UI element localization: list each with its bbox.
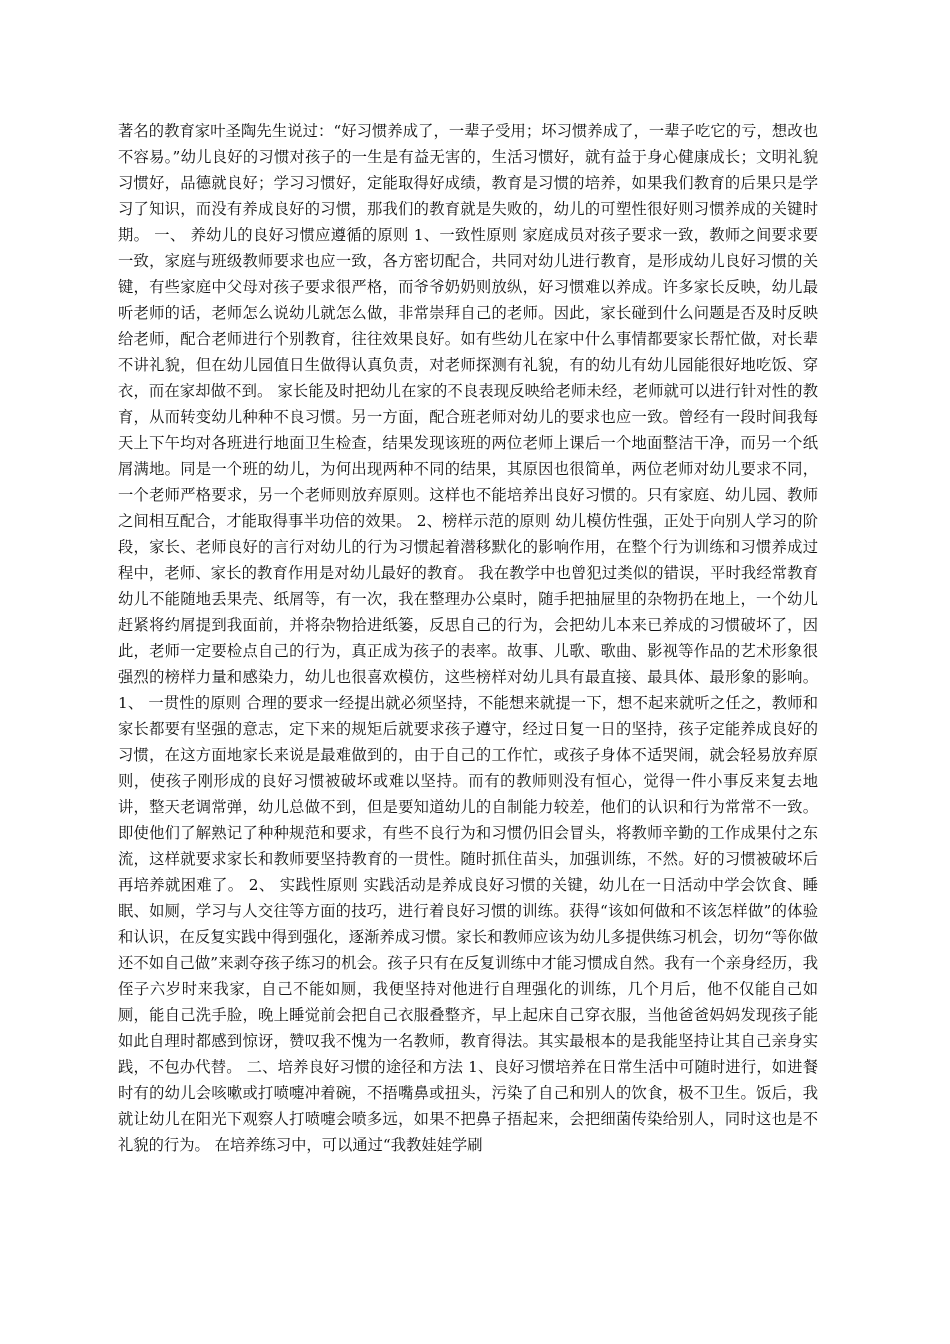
body-paragraph: 著名的教育家叶圣陶先生说过：“好习惯养成了，一辈子受用；坏习惯养成了，一辈子吃它的亏，想改也不容易。”幼儿良好的习惯对孩子的一生是有益无害的，生活习惯好，就有益于身心健康成长；文明礼貌习惯好，品德就良好；学习习惯好，定能取得好成绩，教育是习惯的培养，如果我们教育的后果只是学习了知识，而没有养成良好的习惯，那我们的教育就是失败的，幼儿的可塑性很好则习惯养成的关键时期。 一、 养幼儿的良好习惯应遵循的原则 1、一致性原则 家庭成员对孩子要求一致，教师之间要求要一致，家庭与班级教师要求也应一致，各方密切配合，共同对幼儿进行教育，是形成幼儿良好习惯的关键，有些家庭中父母对孩子要求很严格，而爷爷奶奶则放纵，好习惯难以养成。许多家长反映，幼儿最听老师的话，老师怎么说幼儿就怎么做，非常崇拜自己的老师。因此，家长碰到什么问题是否及时反映给老师，配合老师进行个别教育，往往效果良好。如有些幼儿在家中什么事情都要家长帮忙做，对长辈不讲礼貌，但在幼儿园值日生做得认真负责，对老师探测有礼貌，有的幼儿有幼儿园能很好地吃饭、穿衣，而在家却做不到。 家长能及时把幼儿在家的不良表现反映给老师未经，老师就可以进行针对性的教育，从而转变幼儿种种不良习惯。另一方面，配合班老师对幼儿的要求也应一致。曾经有一段时间我每天上下午均对各班进行地面卫生检查，结果发现该班的两位老师上课后一个地面整洁干净，而另一个纸屑满地。同是一个班的幼儿，为何出现两种不同的结果，其原因也很简单，两位老师对幼儿要求不同，一个老师严格要求，另一个老师则放弃原则。这样也不能培养出良好习惯的。只有家庭、幼儿园、教师之间相互配合，才能取得事半功倍的效果。 2、榜样示范的原则 幼儿模仿性强，正处于向别人学习的阶段，家长、老师良好的言行对幼儿的行为习惯起着潜移默化的影响作用，在整个行为训练和习惯养成过程中，老师、家长的教育作用是对幼儿最好的教育。 我在教学中也曾犯过类似的错误，平时我经常教育幼儿不能随地丢果壳、纸屑等，有一次，我在整理办公桌时，随手把抽屉里的杂物扔在地上，一个幼儿赶紧将约屑提到我面前，并将杂物拾进纸篓，反思自己的行为，会把幼儿本来已养成的习惯破坏了，因此，老师一定要检点自己的行为，真正成为孩子的表率。故事、儿歌、歌曲、影视等作品的艺术形象很强烈的榜样力量和感染力，幼儿也很喜欢模仿，这些榜样对幼儿具有最直接、最具体、最形象的影响。 1、 一贯性的原则 合理的要求一经提出就必须坚持，不能想来就提一下，想不起来就听之任之，教师和家长都要有坚强的意志，定下来的规矩后就要求孩子遵守，经过日复一日的坚持，孩子定能养成良好的习惯，在这方面地家长来说是最难做到的，由于自己的工作忙，或孩子身体不适哭闹，就会轻易放弃原则，使孩子刚形成的良好习惯被破坏或难以坚持。而有的教师则没有恒心，觉得一件小事反来复去地讲，整天老调常弹，幼儿总做不到，但是要知道幼儿的自制能力较差，他们的认识和行为常常不一致。即使他们了解熟记了种种规范和要求，有些不良行为和习惯仍旧会冒头，将教师辛勤的工作成果付之东流，这样就要求家长和教师要坚持教育的一贯性。随时抓住苗头，加强训练，不然。好的习惯被破坏后再培养就困难了。 2、 实践性原则 实践活动是养成良好习惯的关键，幼儿在一日活动中学会饮食、睡眠、如厕，学习与人交往等方面的技巧，进行着良好习惯的训练。获得“该如何做和不该怎样做”的体验和认识，在反复实践中得到强化，逐渐养成习惯。家长和教师应该为幼儿多提供练习机会，切勿“等你做还不如自己做”来剥夺孩子练习的机会。孩子只有在反复训练中才能习惯成自然。我有一个亲身经历，我侄子六岁时来我家，自己不能如厕，我便坚持对他进行自理强化的训练，几个月后，他不仅能自己如厕，能自己洗手脸，晚上睡觉前会把自己衣服叠整齐，早上起床自己穿衣服，当他爸爸妈妈发现孩子能如此自理时都感到惊讶，赞叹我不愧为一名教师，教育得法。其实最根本的是我能坚持让其自己亲身实践，不包办代替。 二、培养良好习惯的途径和方法 1、良好习惯培养在日常生活中可随时进行，如进餐时有的幼儿会咳嗽或打喷嚏冲着碗，不捂嘴鼻或扭头，污染了自己和别人的饮食，极不卫生。饭后，我就让幼儿在阳光下观察人打喷嚏会喷多远，如果不把鼻子捂起来，会把细菌传染给别人，同时这也是不礼貌的行为。 在培养练习中，可以通过“我教娃娃学刷 bbox=[118, 122, 818, 1154]
